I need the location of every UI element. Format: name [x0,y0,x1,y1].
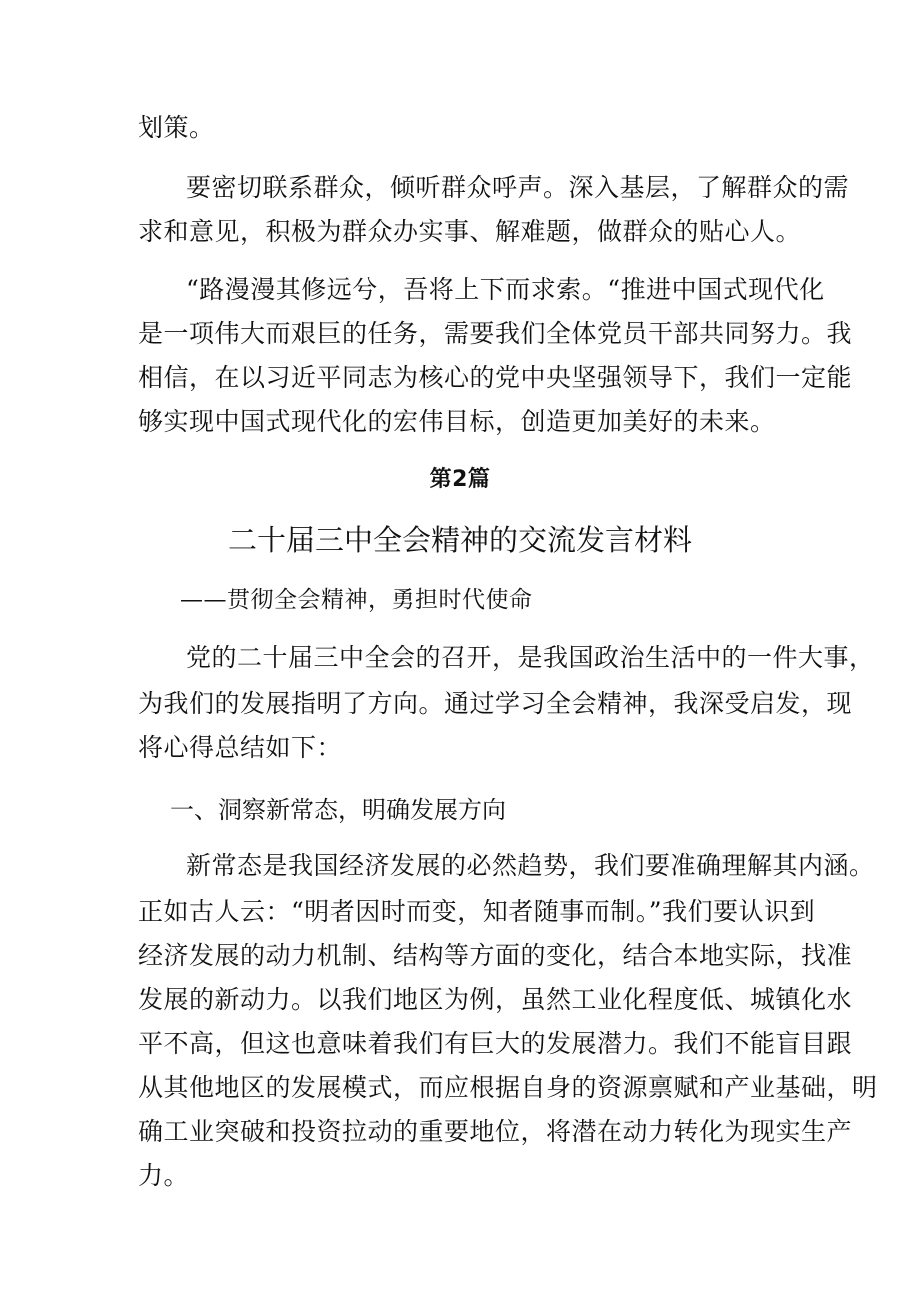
section-label: 第2篇 [429,467,491,492]
paragraph-line: 力。 [138,1161,190,1190]
paragraph-line: 为我们的发展指明了方向。通过学习全会精神，我深受启发，现 [138,689,853,718]
paragraph-line: 党的二十届三中全会的召开，是我国政治生活中的一件大事， [186,643,875,672]
paragraph-line: 够实现中国式现代化的宏伟目标，创造更加美好的未来。 [138,407,776,436]
paragraph-line: 划策。 [138,113,215,142]
paragraph-line: 正如古人云：“明者因时而变，知者随事而制。”我们要认识到 [138,897,816,926]
paragraph-line: 经济发展的动力机制、结构等方面的变化，结合本地实际，找准 [138,941,853,970]
paragraph-line: “路漫漫其修远兮，吾将上下而求索。“推进中国式现代化 [186,275,825,304]
page-title: 二十届三中全会精神的交流发言材料 [227,523,692,557]
section-heading: 一、洞察新常态，明确发展方向 [170,796,506,824]
paragraph-line: 求和意见，积极为群众办实事、解难题，做群众的贴心人。 [138,217,802,246]
paragraph-line: 平不高，但这也意味着我们有巨大的发展潜力。我们不能盲目跟 [138,1029,853,1058]
paragraph-line: 发展的新动力。以我们地区为例，虽然工业化程度低、城镇化水 [138,985,853,1014]
paragraph-line: 新常态是我国经济发展的必然趋势，我们要准确理解其内涵。 [186,851,875,880]
paragraph-line: 要密切联系群众，倾听群众呼声。深入基层，了解群众的需 [186,173,850,202]
paragraph-line: 是一项伟大而艰巨的任务，需要我们全体党员干部共同努力。我 [138,319,853,348]
paragraph-line: 从其他地区的发展模式，而应根据自身的资源禀赋和产业基础，明 [138,1073,878,1102]
paragraph-line: 将心得总结如下： [138,733,343,762]
paragraph-line: 确工业突破和投资拉动的重要地位，将潜在动力转化为现实生产 [138,1117,853,1146]
subtitle: ——贯彻全会精神，勇担时代使命 [180,587,533,613]
paragraph-line: 相信，在以习近平同志为核心的党中央坚强领导下，我们一定能 [138,363,853,392]
